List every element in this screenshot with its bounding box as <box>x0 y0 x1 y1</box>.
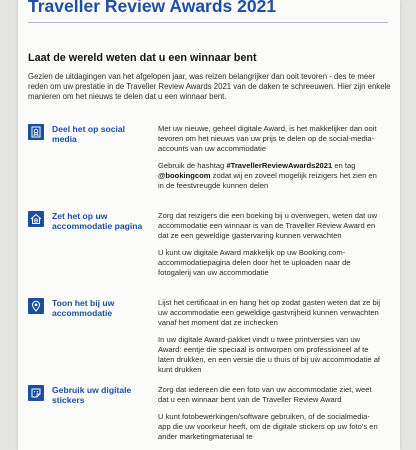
tip-paragraph: U kunt uw digitale Award makkelijk op uw Booking.com-accommodatiepagina delen door het te uploaden naar de fotogalerij van uw accommodatie <box>158 248 351 277</box>
text-run: zodat wij en zoveel mogelijk reizigers het zien en in de feestvreugde kunnen delen <box>158 171 377 190</box>
award-share-icon <box>28 124 44 140</box>
tip-body-stickers <box>158 385 382 449</box>
map-pin-icon <box>28 298 44 314</box>
section-heading: Laat de wereld weten dat u een winnaar bent <box>28 52 257 64</box>
tip-paragraph: In uw digitale Award-pakket vindt u twee printversies van uw Award: eentje die speciaal is ontworpen om professioneel af te laten drukken, en een versie die u thuis of bij uw accommodatie af kunt drukken <box>158 335 381 374</box>
tip-paragraph: Met uw nieuwe, geheel digitale Award, is het makkelijker dan ooit tevoren om het nieuws van uw prijs te delen op de social-media-accounts van uw accommodatie <box>158 124 377 153</box>
intro-paragraph: Gezien de uitdagingen van het afgelopen jaar, was reizen belangrijker dan ooit tevoren - des te meer reden om uw prestatie in de Traveller Review Awards 2021 van de daken te schreeuwen. Hier zijn enkele manieren om het nieuws te delen dat u een winnaar bent. <box>28 72 391 101</box>
text-run: en tag <box>332 161 356 170</box>
tip-title-property-page: Zet het op uw accommodatie pagina <box>52 211 143 231</box>
tip-body-social-media <box>158 124 382 198</box>
tip-paragraph: U kunt fotobewerkingen/software gebruiken, of de socialmedia-app die uw voorkeur heeft, om de digitale stickers op uw foto's en ander marketingmateriaal te <box>158 412 378 441</box>
tip-body-property-page <box>158 211 382 285</box>
handle-text: @bookingcom <box>158 171 211 180</box>
tip-paragraph: Lijst het certificaat in en hang het op zodat gasten weten dat ze bij uw accommodatie een geweldige gastvrijheid kunnen verwachten vanaf het moment dat ze inchecken <box>158 298 381 327</box>
tip-title-stickers: Gebruik uw digitale stickers <box>52 385 132 405</box>
tip-title-display: Toon het bij uw accommodatie <box>52 298 115 318</box>
title-divider <box>28 22 388 23</box>
sticker-icon <box>28 385 44 401</box>
tip-paragraph: Zorg dat iedereen die een foto van uw accommodatie ziet, weet dat u een winnaar bent van de Traveller Review Award <box>158 385 372 404</box>
document-title: Traveller Review Awards 2021 <box>28 0 277 16</box>
tip-title-social-media: Deel het op social media <box>52 124 126 144</box>
tip-body-display <box>158 298 382 382</box>
text-run: Gebruik de hashtag <box>158 161 227 170</box>
tip-paragraph: Zorg dat reizigers die een boeking bij u overwegen, weten dat uw accommodatie een winnaar is van de Traveller Review Award en dat ze een geweldige gastervaring kunnen verwachten <box>158 211 378 240</box>
home-add-icon <box>28 211 44 227</box>
hashtag-text: #TravellerReviewAwards2021 <box>226 161 333 170</box>
tip-paragraph-hashtag <box>158 161 382 191</box>
document-page <box>18 0 400 450</box>
